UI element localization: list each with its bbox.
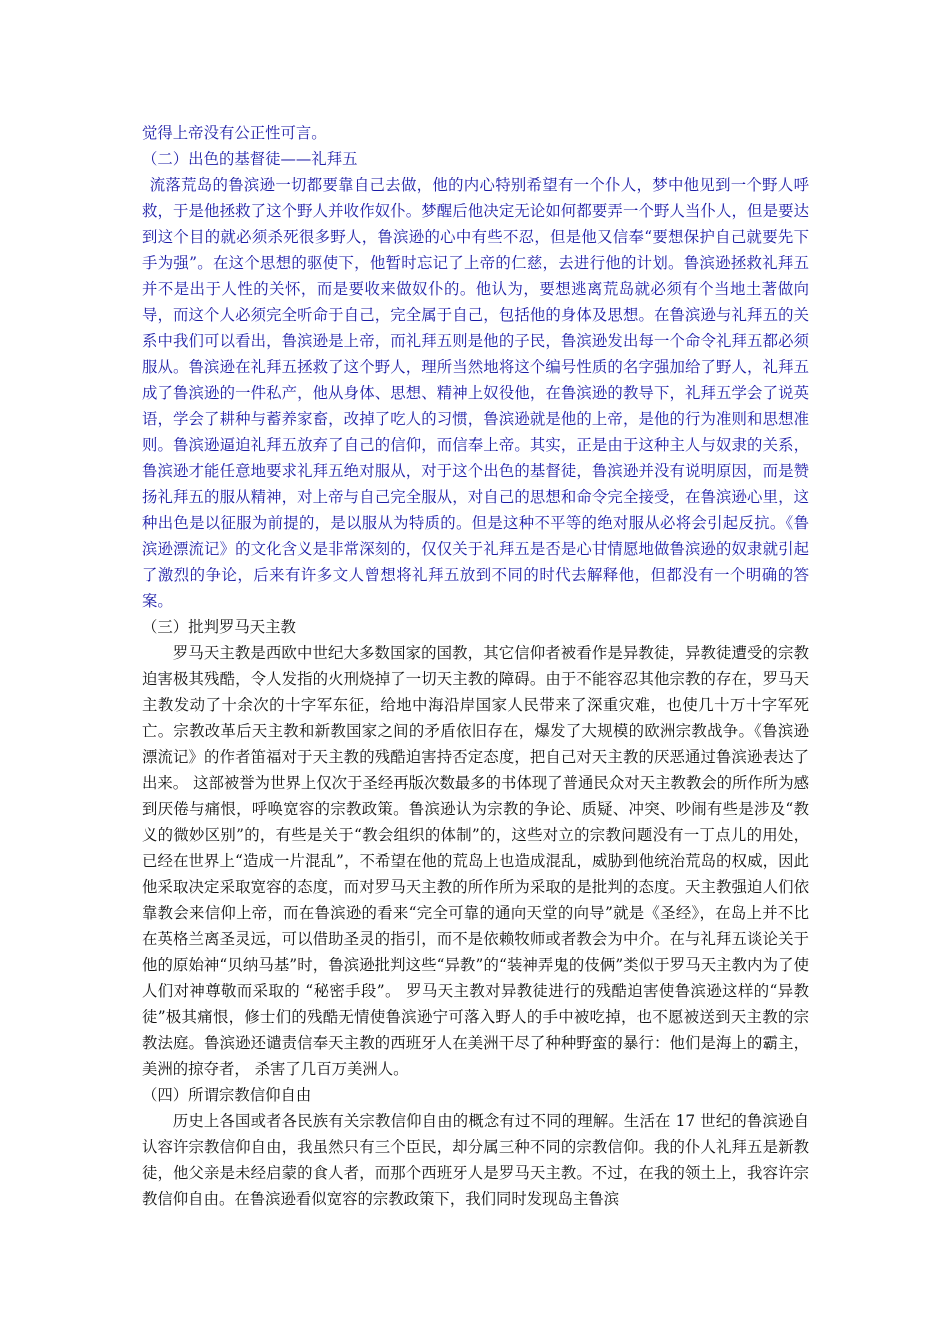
section-heading-religious-freedom: （四）所谓宗教信仰自由 <box>142 1086 312 1104</box>
section-catholicism <box>142 614 809 1082</box>
paragraph-religious-freedom: 历史上各国或者各民族有关宗教信仰自由的概念有过不同的理解。生活在 17 世纪的鲁滨逊自认容许宗教信仰自由，我虽然只有三个臣民，却分属三种不同的宗教信仰。我的仆人礼拜五是新教徒，他父亲是未经启蒙的食人者，而那个西班牙人是罗马天主教。不过，在我的领土上，我容许宗教信仰自由。在鲁滨逊看似宽容的宗教政策下，我们同时发现岛主鲁滨 <box>142 1112 809 1208</box>
paragraph-friday: 流落荒岛的鲁滨逊一切都要靠自己去做，他的内心特别希望有一个仆人，梦中他见到一个野人呼救，于是他拯救了这个野人并收作奴仆。梦醒后他决定无论如何都要弄一个野人当仆人，但是要达到这个目的就必须杀死很多野人，鲁滨逊的心中有些不忍，但是他又信奉“要想保护自己就要先下手为强”。在这个思想的驱使下，他暂时忘记了上帝的仁慈，去进行他的计划。鲁滨逊拯救礼拜五并不是出于人性的关怀，而是要收来做奴仆的。他认为，要想逃离荒岛就必须有个当地土著做向导，而这个人必须完全听命于自己，完全属于自己，包括他的身体及思想。在鲁滨逊与礼拜五的关系中我们可以看出，鲁滨逊是上帝，而礼拜五则是他的子民，鲁滨逊发出每一个命令礼拜五都必须服从。鲁滨逊在礼拜五拯救了这个野人，理所当然地将这个编号性质的名字强加给了野人，礼拜五成了鲁滨逊的一件私产，他从身体、思想、精神上奴役他，在鲁滨逊的教导下，礼拜五学会了说英语，学会了耕种与蓄养家畜，改掉了吃人的习惯，鲁滨逊就是他的上帝，是他的行为准则和思想准则。鲁滨逊逼迫礼拜五放弃了自己的信仰，而信奉上帝。其实，正是由于这种主人与奴隶的关系，鲁滨逊才能任意地要求礼拜五绝对服从，对于这个出色的基督徒，鲁滨逊并没有说明原因，而是赞扬礼拜五的服从精神，对上帝与自己完全服从，对自己的思想和命令完全接受，在鲁滨逊心里，这种出色是以征服为前提的，是以服从为特质的。但是这种不平等的绝对服从必将会引起反抗。《鲁滨逊漂流记》的文化含义是非常深刻的，仅仅关于礼拜五是否是心甘情愿地做鲁滨逊的奴隶就引起了激烈的争论，后来有许多文人曾想将礼拜五放到不同的时代去解释他，但都没有一个明确的答案。 <box>142 176 809 610</box>
section-heading-catholicism: （三）批判罗马天主教 <box>142 618 296 636</box>
lead-line: 觉得上帝没有公正性可言。 <box>142 124 327 142</box>
section-heading-friday: （二）出色的基督徒——礼拜五 <box>142 150 358 168</box>
section-friday <box>142 120 809 614</box>
section-religious-freedom <box>142 1082 809 1212</box>
paragraph-catholicism: 罗马天主教是西欧中世纪大多数国家的国教，其它信仰者被看作是异教徒，异教徒遭受的宗教迫害极其残酷，令人发指的火刑烧掉了一切天主教的障碍。由于不能容忍其他宗教的存在，罗马天主教发动了十余次的十字军东征，给地中海沿岸国家人民带来了深重灾难，也使几十万十字军死亡。宗教改革后天主教和新教国家之间的矛盾依旧存在，爆发了大规模的欧洲宗教战争。《鲁滨逊漂流记》的作者笛福对于天主教的残酷迫害持否定态度，把自己对天主教的厌恶通过鲁滨逊表达了出来。 这部被誉为世界上仅次于圣经再版次数最多的书体现了普通民众对天主教教会的所作所为感到厌倦与痛恨，呼唤宽容的宗教政策。鲁滨逊认为宗教的争论、质疑、冲突、吵闹有些是涉及“教义的微妙区别”的，有些是关于“教会组织的体制”的，这些对立的宗教问题没有一丁点儿的用处，已经在世界上“造成一片混乱”，不希望在他的荒岛上也造成混乱，威胁到他统治荒岛的权威，因此他采取决定采取宽容的态度，而对罗马天主教的所作所为采取的是批判的态度。天主教强迫人们依靠教会来信仰上帝，而在鲁滨逊的看来“完全可靠的通向天堂的向导”就是《圣经》，在岛上并不比在英格兰离圣灵远，可以借助圣灵的指引，而不是依赖牧师或者教会为中介。在与礼拜五谈论关于他的原始神“贝纳马基”时，鲁滨逊批判这些“异教”的“装神弄鬼的伎俩”类似于罗马天主教内为了使人们对神尊敬而采取的 “秘密手段”。 罗马天主教对异教徒进行的残酷迫害使鲁滨逊这样的“异教徒”极其痛恨，修士们的残酷无情使鲁滨逊宁可落入野人的手中被吃掉，也不愿被送到天主教的宗教法庭。鲁滨逊还谴责信奉天主教的西班牙人在美洲干尽了种种野蛮的暴行：他们是海上的霸主，美洲的掠夺者， 杀害了几百万美洲人。 <box>142 644 809 1078</box>
document-page <box>142 120 809 1212</box>
